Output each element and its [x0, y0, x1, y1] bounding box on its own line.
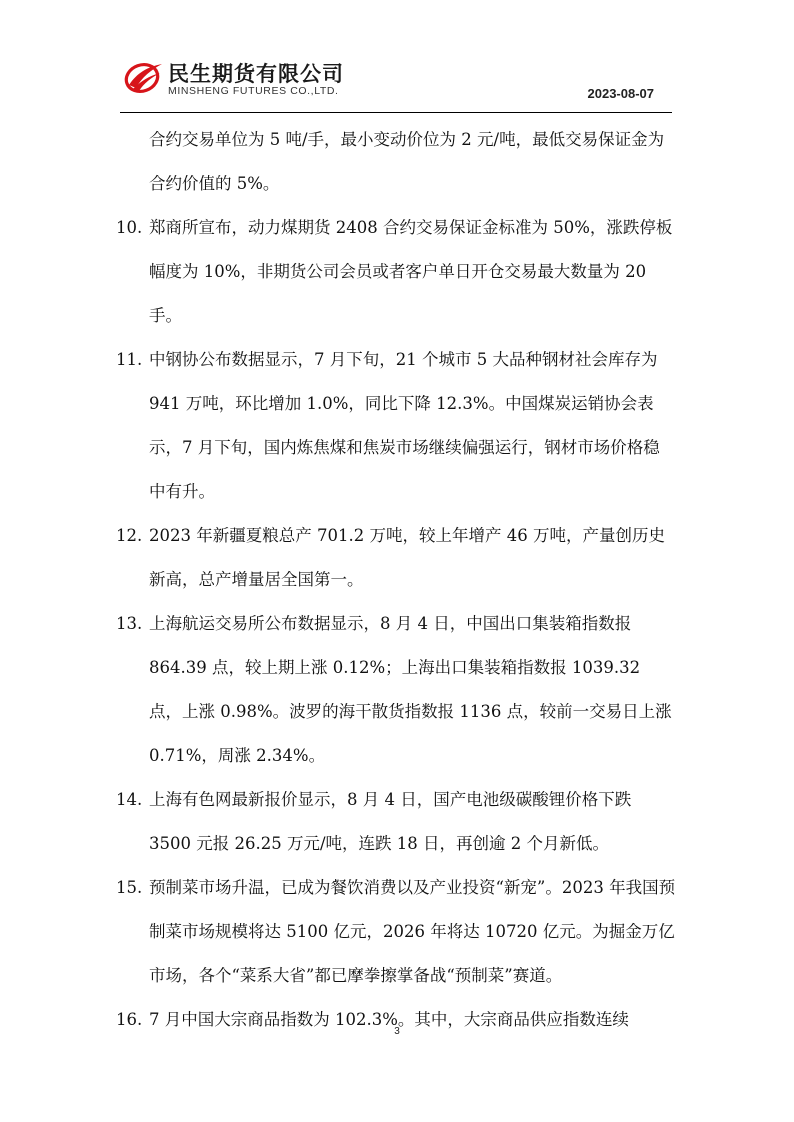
- header-divider: [120, 112, 672, 113]
- company-name-cn: 民生期货有限公司: [168, 62, 344, 86]
- item-text: 上海有色网最新报价显示，8 月 4 日，国产电池级碳酸锂价格下跌 3500 元报 26.25 万元/吨，连跌 18 日，再创逾 2 个月新低。: [149, 790, 632, 853]
- minsheng-logo-icon: [124, 58, 164, 94]
- list-item: [116, 778, 676, 866]
- list-item: [116, 866, 676, 998]
- item-number: 11.: [116, 350, 143, 369]
- item-text: 7 月中国大宗商品指数为 102.3%。其中，大宗商品供应指数连续: [149, 1010, 629, 1029]
- item-text: 2023 年新疆夏粮总产 701.2 万吨，较上年增产 46 万吨，产量创历史新高，总产增量居全国第一。: [149, 526, 665, 589]
- item-text: 中钢协公布数据显示，7 月下旬，21 个城市 5 大品种钢材社会库存为 941 万吨，环比增加 1.0%，同比下降 12.3%。中国煤炭运销协会表示，7 月下旬，国内炼焦煤和焦炭市场继续偏强运行，钢材市场价格稳中有升。: [149, 350, 660, 501]
- list-item: [116, 206, 676, 338]
- item-number: 13.: [116, 614, 143, 633]
- page-header: [0, 0, 794, 118]
- report-date: 2023-08-07: [587, 86, 654, 101]
- news-list: [116, 118, 676, 1042]
- company-name-en: MINSHENG FUTURES CO.,LTD.: [168, 85, 339, 97]
- item-number: 10.: [116, 218, 143, 237]
- item-text: 预制菜市场升温，已成为餐饮消费以及产业投资“新宠”。2023 年我国预制菜市场规模将达 5100 亿元，2026 年将达 10720 亿元。为掘金万亿市场，各个“菜系大省”都已摩拳擦掌备战“预制菜”赛道。: [149, 878, 676, 985]
- page-number: 3: [394, 1026, 400, 1037]
- item-number: 16.: [116, 1010, 143, 1029]
- list-item: [116, 602, 676, 778]
- item-number: 15.: [116, 878, 143, 897]
- list-item: [116, 514, 676, 602]
- item-text: 郑商所宣布，动力煤期货 2408 合约交易保证金标准为 50%，涨跌停板幅度为 10%，非期货公司会员或者客户单日开仓交易最大数量为 20 手。: [149, 218, 673, 325]
- item-number: 12.: [116, 526, 143, 545]
- continued-paragraph: 合约交易单位为 5 吨/手，最小变动价位为 2 元/吨，最低交易保证金为合约价值的 5%。: [149, 130, 665, 193]
- item-text: 上海航运交易所公布数据显示，8 月 4 日，中国出口集装箱指数报 864.39 点，较上期上涨 0.12%；上海出口集装箱指数报 1039.32 点，上涨 0.98%。波罗的海干散货指数报 1136 点，较前一交易日上涨 0.71%，周涨 2.34%。: [149, 614, 672, 765]
- list-item: [116, 338, 676, 514]
- item-number: 14.: [116, 790, 143, 809]
